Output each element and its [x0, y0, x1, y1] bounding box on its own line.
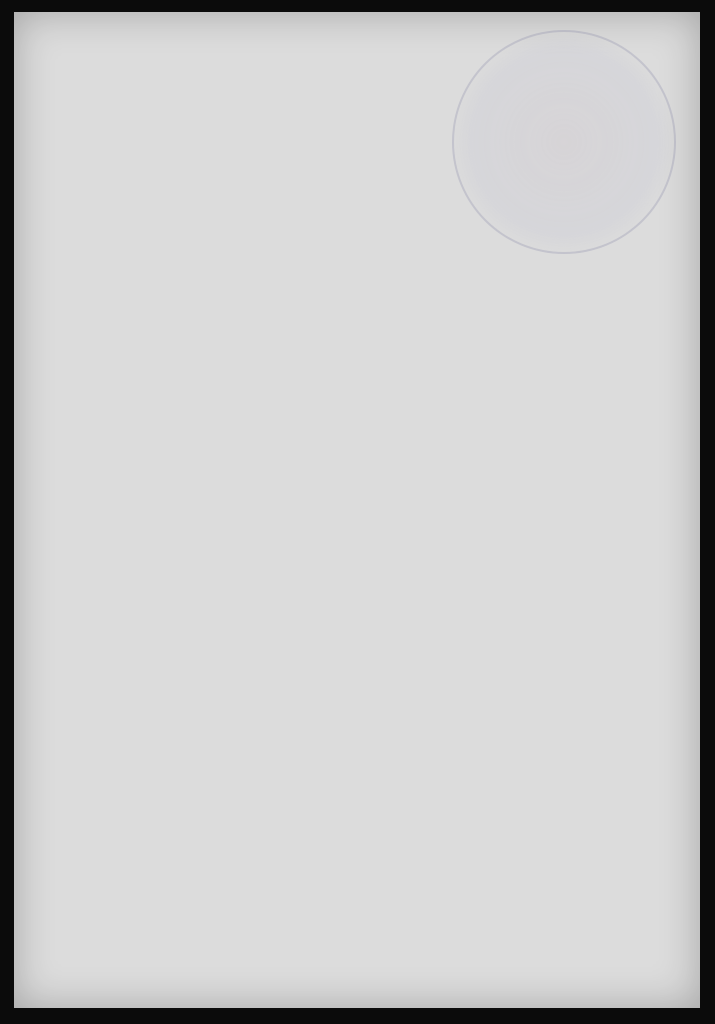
exports-table [14, 12, 700, 1008]
document-page [14, 12, 700, 1008]
